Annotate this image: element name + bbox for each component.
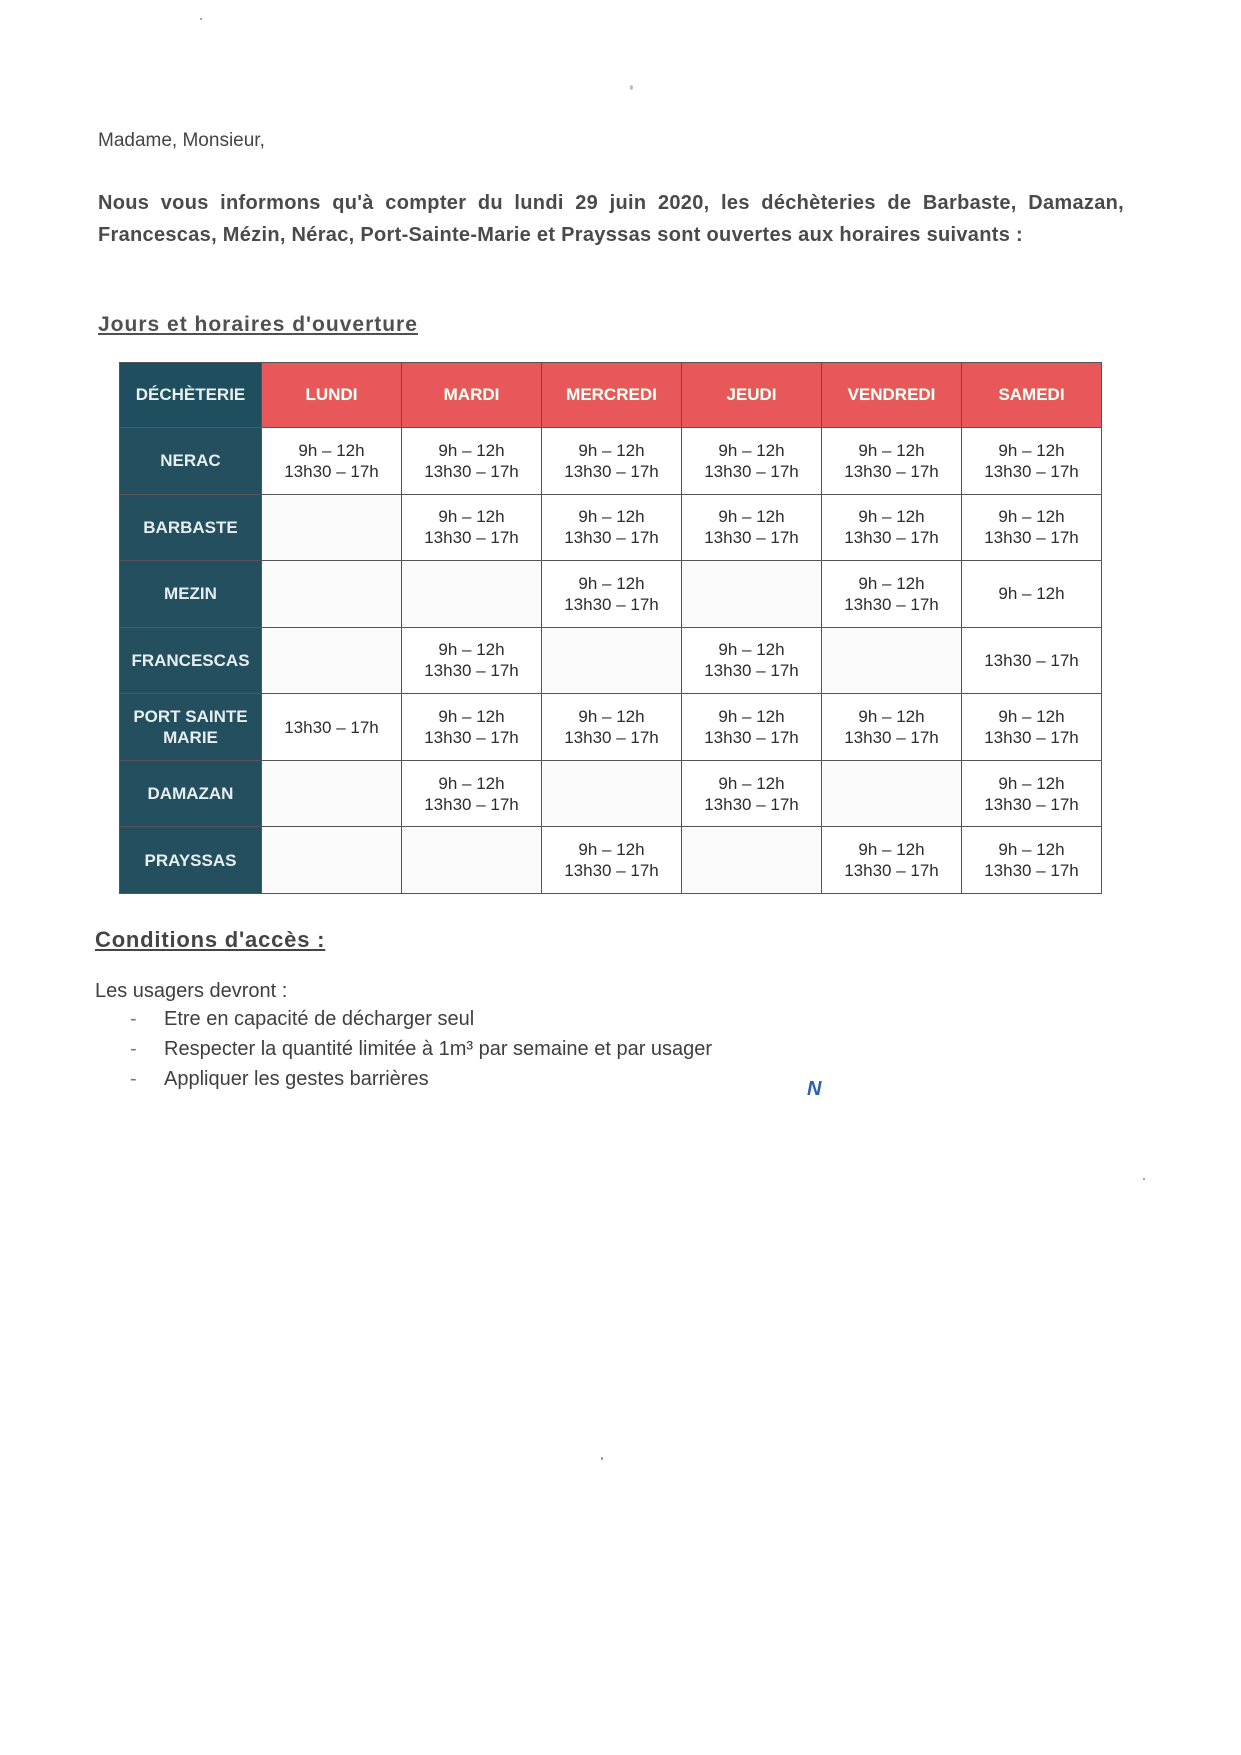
- site-name: MEZIN: [120, 561, 262, 628]
- site-name: PRAYSSAS: [120, 827, 262, 894]
- condition-text: Respecter la quantité limitée à 1m³ par semaine et par usager: [164, 1038, 713, 1060]
- header-mardi: MARDI: [402, 363, 542, 428]
- hours-cell: 9h – 12h 13h30 – 17h: [822, 827, 962, 894]
- scan-speck: [1143, 1178, 1145, 1180]
- greeting: Madame, Monsieur,: [98, 130, 265, 151]
- hours-cell: 9h – 12h 13h30 – 17h: [682, 627, 822, 694]
- hours-cell: 9h – 12h 13h30 – 17h: [402, 627, 542, 694]
- condition-text: Appliquer les gestes barrières: [164, 1068, 429, 1090]
- header-samedi: SAMEDI: [962, 363, 1102, 428]
- header-jeudi: JEUDI: [682, 363, 822, 428]
- header-mercredi: MERCREDI: [542, 363, 682, 428]
- schedule-row: [120, 561, 1102, 628]
- hours-cell: 9h – 12h 13h30 – 17h: [822, 494, 962, 561]
- hours-cell: 13h30 – 17h: [262, 694, 402, 761]
- hours-cell: 9h – 12h 13h30 – 17h: [822, 428, 962, 495]
- hours-cell: [542, 760, 682, 827]
- stamp-mark: N: [807, 1078, 822, 1100]
- header-vendredi: VENDREDI: [822, 363, 962, 428]
- scan-speck: [200, 18, 202, 20]
- bullet-dash: -: [130, 1008, 137, 1030]
- hours-cell: [262, 494, 402, 561]
- condition-item: [130, 1004, 712, 1034]
- conditions-list: [130, 1004, 712, 1094]
- hours-cell: 9h – 12h 13h30 – 17h: [402, 694, 542, 761]
- scan-speck: [630, 85, 633, 90]
- hours-cell: 9h – 12h 13h30 – 17h: [542, 561, 682, 628]
- hours-cell: 9h – 12h: [962, 561, 1102, 628]
- schedule-row: [120, 827, 1102, 894]
- schedule-row: [120, 694, 1102, 761]
- hours-cell: 9h – 12h 13h30 – 17h: [962, 428, 1102, 495]
- hours-cell: [682, 827, 822, 894]
- hours-cell: 9h – 12h 13h30 – 17h: [682, 760, 822, 827]
- schedule-table: [119, 362, 1102, 894]
- site-name: DAMAZAN: [120, 760, 262, 827]
- hours-cell: 9h – 12h 13h30 – 17h: [402, 494, 542, 561]
- hours-cell: 9h – 12h 13h30 – 17h: [542, 694, 682, 761]
- header-decheterie: DÉCHÈTERIE: [120, 363, 262, 428]
- site-name: PORT SAINTE MARIE: [120, 694, 262, 761]
- schedule-body: [120, 428, 1102, 894]
- site-name: BARBASTE: [120, 494, 262, 561]
- header-lundi: LUNDI: [262, 363, 402, 428]
- bullet-dash: -: [130, 1068, 137, 1090]
- hours-cell: [402, 827, 542, 894]
- hours-cell: 9h – 12h 13h30 – 17h: [682, 694, 822, 761]
- schedule-heading: Jours et horaires d'ouverture: [98, 313, 418, 336]
- hours-cell: [822, 627, 962, 694]
- conditions-lead: Les usagers devront :: [95, 980, 288, 1002]
- hours-cell: 9h – 12h 13h30 – 17h: [402, 760, 542, 827]
- hours-cell: 9h – 12h 13h30 – 17h: [262, 428, 402, 495]
- hours-cell: 9h – 12h 13h30 – 17h: [402, 428, 542, 495]
- schedule-row: [120, 494, 1102, 561]
- hours-cell: 9h – 12h 13h30 – 17h: [962, 827, 1102, 894]
- hours-cell: [542, 627, 682, 694]
- condition-text: Etre en capacité de décharger seul: [164, 1008, 475, 1030]
- hours-cell: 9h – 12h 13h30 – 17h: [962, 494, 1102, 561]
- hours-cell: [262, 827, 402, 894]
- hours-cell: 9h – 12h 13h30 – 17h: [542, 428, 682, 495]
- hours-cell: [262, 561, 402, 628]
- hours-cell: [262, 760, 402, 827]
- hours-cell: 9h – 12h 13h30 – 17h: [682, 494, 822, 561]
- site-name: FRANCESCAS: [120, 627, 262, 694]
- site-name: NERAC: [120, 428, 262, 495]
- schedule-header-row: [120, 363, 1102, 428]
- hours-cell: [402, 561, 542, 628]
- schedule-row: [120, 627, 1102, 694]
- scan-speck: [601, 1457, 603, 1460]
- condition-item: [130, 1064, 712, 1094]
- hours-cell: 9h – 12h 13h30 – 17h: [542, 494, 682, 561]
- hours-cell: 9h – 12h 13h30 – 17h: [822, 561, 962, 628]
- hours-cell: 13h30 – 17h: [962, 627, 1102, 694]
- intro-paragraph: Nous vous informons qu'à compter du lundi 29 juin 2020, les déchèteries de Barbaste, Damazan, Francescas, Mézin, Nérac, Port-Sainte-Marie et Prayssas sont ouvertes aux horaires suivants :: [98, 192, 1124, 246]
- hours-cell: [262, 627, 402, 694]
- hours-cell: [682, 561, 822, 628]
- conditions-heading: Conditions d'accès :: [95, 927, 326, 952]
- schedule-row: [120, 760, 1102, 827]
- hours-cell: 9h – 12h 13h30 – 17h: [962, 694, 1102, 761]
- condition-item: [130, 1034, 712, 1064]
- schedule-row: [120, 428, 1102, 495]
- hours-cell: 9h – 12h 13h30 – 17h: [542, 827, 682, 894]
- hours-cell: [822, 760, 962, 827]
- hours-cell: 9h – 12h 13h30 – 17h: [822, 694, 962, 761]
- bullet-dash: -: [130, 1038, 137, 1060]
- hours-cell: 9h – 12h 13h30 – 17h: [682, 428, 822, 495]
- hours-cell: 9h – 12h 13h30 – 17h: [962, 760, 1102, 827]
